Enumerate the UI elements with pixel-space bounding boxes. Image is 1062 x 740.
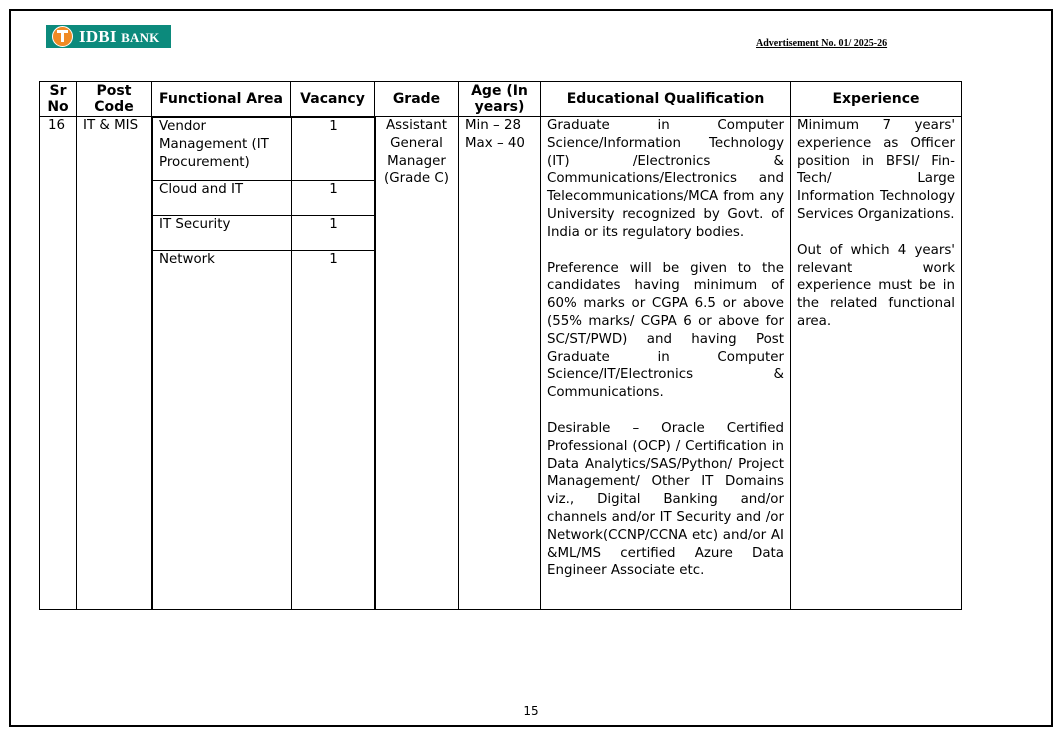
list-item [153,216,376,251]
idbi-emblem-icon [52,26,73,47]
experience-cell [791,117,962,610]
experience-paragraph: Out of which 4 years' relevant work experience must be in the related functional area. [797,242,955,329]
qualification-cell [541,117,791,610]
age-cell [459,117,541,610]
list-item [153,181,376,216]
logo-text: IDBI BANK [79,26,160,46]
vacancy-count: 1 [292,216,376,251]
age-min: Min – 28 [465,118,522,133]
header-vacancy: Vacancy [291,82,375,117]
functional-area-name: Cloud and IT [153,181,292,216]
sr-no-cell: 16 [40,117,77,610]
header-experience: Experience [791,82,962,117]
qualification-paragraph: Graduate in Computer Science/Information Technology (IT) /Electronics & Communications/Electronics and Telecommunications/MCA from any University recognized by Govt. of India or its regulatory bodies. [547,118,784,240]
functional-area-name: IT Security [153,216,292,251]
page-number: 15 [523,704,539,718]
list-item [153,251,376,610]
recruitment-table [39,81,962,610]
functional-area-name: Network [153,251,292,610]
vacancy-count: 1 [292,118,376,181]
age-max: Max – 40 [465,135,525,151]
experience-paragraph: Minimum 7 years' experience as Officer position in BFSI/ Fin-Tech/ Large Information Technology Services Organizations. [797,118,955,222]
table-header-row [40,82,962,117]
advertisement-number: Advertisement No. 01/ 2025-26 [756,38,888,49]
post-code-cell: IT & MIS [77,117,152,610]
vacancy-count: 1 [292,251,376,610]
functional-area-vacancy-cell [152,117,375,610]
header-grade: Grade [375,82,459,117]
grade-cell: Assistant General Manager (Grade C) [375,117,459,610]
functional-area-list [152,117,376,609]
qualification-paragraph: Desirable – Oracle Certified Professional (OCP) / Certification in Data Analytics/SAS/Python/ Project Management/ Other IT Domains viz., Digital Banking and/or channels and/or IT Security and /or Network(CCNP/CCNA etc) and/or AI &ML/MS certified Azure Data Engineer Associate etc. [547,420,784,579]
idbi-bank-logo [46,25,171,48]
header-post-code: Post Code [77,82,152,117]
functional-area-name: Vendor Management (IT Procurement) [153,118,292,181]
list-item [153,118,376,181]
table-row [40,117,962,610]
header-educational-qualification: Educational Qualification [541,82,791,117]
header-age: Age (In years) [459,82,541,117]
vacancy-count: 1 [292,181,376,216]
header-functional-area: Functional Area [152,82,291,117]
qualification-paragraph: Preference will be given to the candidates having minimum of 60% marks or CGPA 6.5 or above (55% marks/ CGPA 6 or above for SC/ST/PWD) and having Post Graduate in Computer Science/IT/Electronics & Communications. [547,260,784,401]
header-sr-no: Sr No [40,82,77,117]
